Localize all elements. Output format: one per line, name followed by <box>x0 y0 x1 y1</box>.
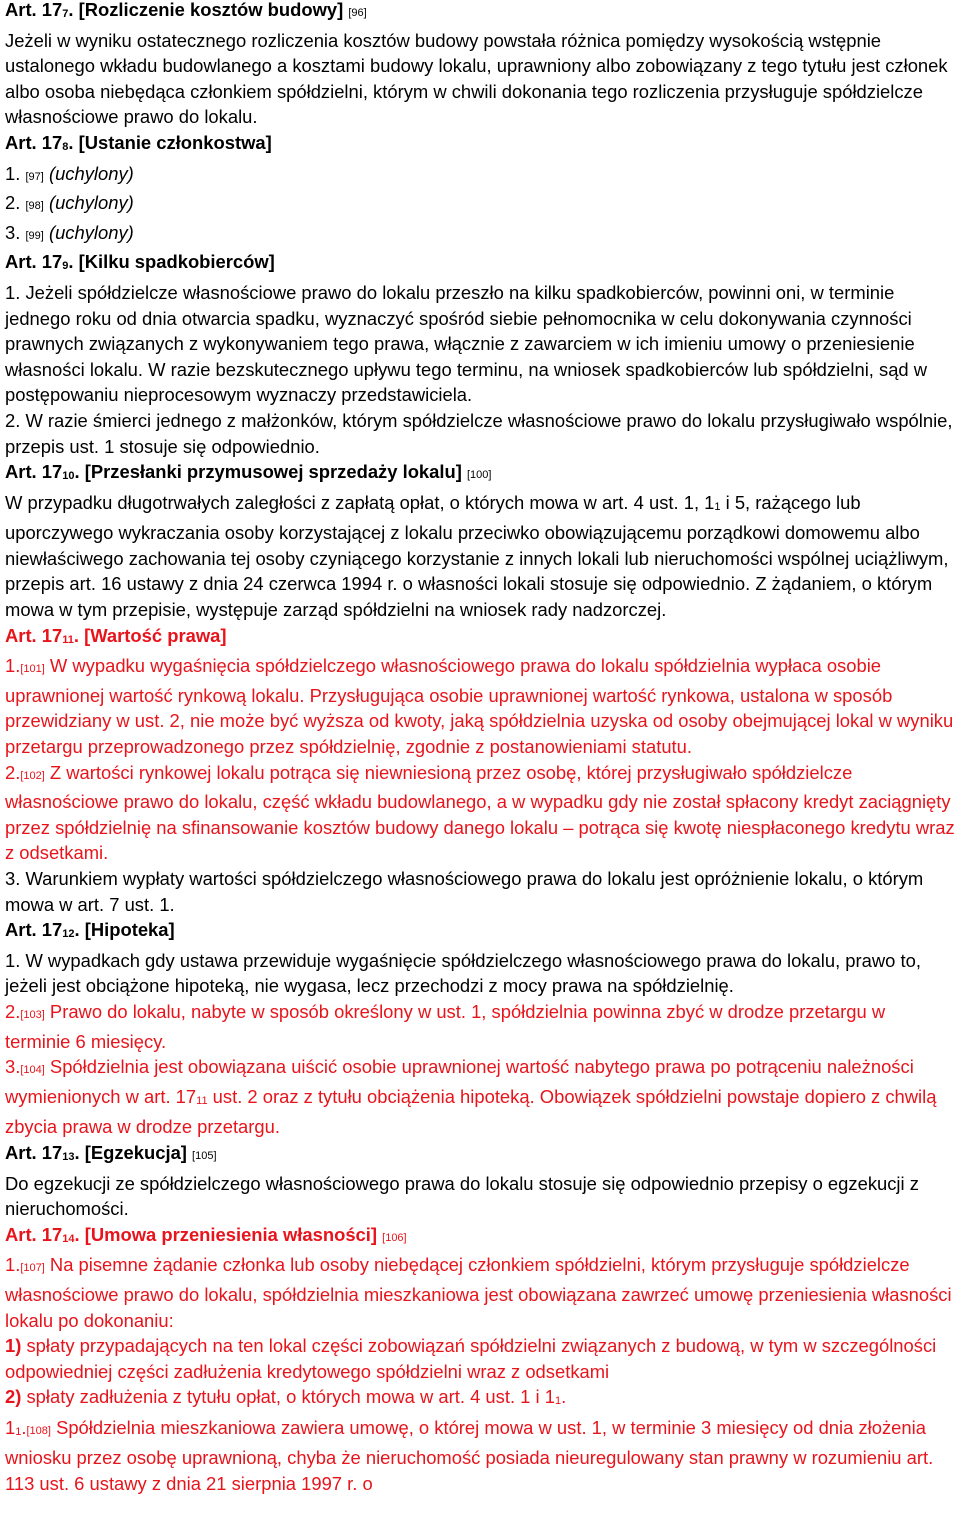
article-number: Art. 17 <box>5 919 63 941</box>
article-number: Art. 17 <box>5 0 63 20</box>
paragraph: 11.[108] Spółdzielnia mieszkaniowa zawiera umowę, o której mowa w ust. 1, w terminie 3 miesięcy od dnia złożenia wniosku przez osobę uprawnioną, chyba że nieruchomość posiada nieuregulowany stan prawny w rozumieniu art. 113 ust. 6 ustawy z dnia 21 sierpnia 1997 r. o <box>5 1416 934 1495</box>
article-heading <box>5 459 955 490</box>
repealed-label: (uchylony) <box>48 221 134 243</box>
article-title: . [Hipoteka] <box>74 919 175 941</box>
article-title: . [Kilku spadkobierców] <box>68 251 275 273</box>
article-title: . [Rozliczenie kosztów budowy] <box>68 0 344 20</box>
repealed-item: 2. [98] (uchylony) <box>5 192 134 214</box>
paragraph: 1. W wypadkach gdy ustawa przewiduje wygaśnięcie spółdzielczego własnościowego prawa do lokalu, prawo to, jeżeli jest obciążone hipoteką, nie wygasa, lecz przechodzi z mocy prawa na spółdzielnię. <box>5 949 921 997</box>
article-number: Art. 17 <box>5 1141 63 1163</box>
article-heading <box>5 249 955 280</box>
footnote-ref: [107] <box>20 1262 45 1275</box>
article-heading <box>5 130 955 161</box>
list-item: 2) spłaty zadłużenia z tytułu opłat, o których mowa w art. 4 ust. 1 i 11. <box>5 1386 567 1408</box>
footnote-ref: [96] <box>348 7 367 19</box>
footnote-ref: [108] <box>26 1424 51 1437</box>
paragraph: 1. Jeżeli spółdzielcze własnościowe prawo do lokalu przeszło na kilku spadkobierców, powinni oni, w terminie jednego roku od dnia otwarcia spadku, wyznaczyć spośród siebie pełnomocnika w celu dokonywania czynności prawnych związanych z wykonywaniem tego prawa, włącznie z zawarciem w ich imieniu umowy o przeniesienie własności lokalu. W razie bezskutecznego upływu tego terminu, na wniosek spadkobierców lub spółdzielni, sąd w postępowaniu nieprocesowym wyznaczy przedstawiciela. <box>5 281 928 406</box>
footnote-ref: [105] <box>192 1149 217 1162</box>
paragraph: 1.[107] Na pisemne żądanie członka lub osoby niebędącej członkiem spółdzielni, którym przysługuje spółdzielcze własnościowe prawo do lokalu, spółdzielnia mieszkaniowa jest obowiązana zawrzeć umowę przeniesienia własności lokalu po dokonaniu: <box>5 1254 952 1331</box>
article-number: Art. 17 <box>5 461 63 483</box>
paragraph: 3. Warunkiem wypłaty wartości spółdzielczego własnościowego prawa do lokalu jest opróżnienie lokalu, o którym mowa w art. 7 ust. 1. <box>5 868 924 915</box>
paragraph: 1.[101] W wypadku wygaśnięcia spółdzielczego własnościowego prawa do lokalu spółdzielnia wypłaca osobie uprawnionej wartość rynkową lokalu. Przysługująca osobie uprawnionej wartość rynkowa, ustalona w sposób przewidziany w ust. 2, nie może być wyższa od kwoty, jaką spółdzielnia uzyska od osoby obejmującej lokal w wyniku przetargu przeprowadzonego przez spółdzielnię, zgodnie z postanowieniami statutu. <box>5 655 954 758</box>
repealed-item: 3. [99] (uchylony) <box>5 221 134 243</box>
article-superscript: 13 <box>62 1150 75 1163</box>
paragraph: 2.[102] Z wartości rynkowej lokalu potrąca się niewniesioną przez osobę, której przysługiwało spółdzielcze własnościowe prawo do lokalu, część wkładu budowlanego, a w wypadku gdy nie został spłacony kredyt zaciągnięty przez spółdzielnię na sfinansowanie kosztów budowy danego lokalu – potrąca się kwotę niespłaconego kredytu wraz z odsetkami. <box>5 761 955 864</box>
article-title: . [Umowa przeniesienia własności] <box>74 1223 378 1245</box>
article-number: Art. 17 <box>5 1223 63 1245</box>
article-number: Art. 17 <box>5 131 63 153</box>
article-text: Jeżeli w wyniku ostatecznego rozliczenia kosztów budowy powstała różnica pomiędzy wysokością wstępnie ustalonego wkładu budowlanego a kosztami budowy lokalu, uprawniony albo zobowiązany z tego tytułu jest członek albo osoba niebędąca członkiem spółdzielni, którym w chwili dokonania tego rozliczenia przysługuje spółdzielcze własnościowe prawo do lokalu. <box>5 29 948 128</box>
footnote-ref: [97] <box>25 170 44 183</box>
footnote-ref: [104] <box>20 1064 45 1077</box>
footnote-ref: [99] <box>25 229 44 242</box>
article-heading <box>5 1140 955 1171</box>
article-text: Do egzekucji ze spółdzielczego własnościowego prawa do lokalu stosuje się odpowiednio przepisy o egzekucji z nieruchomości. <box>5 1172 919 1220</box>
article-heading <box>5 1222 955 1253</box>
list-item: 1) spłaty przypadających na ten lokal części zobowiązań spółdzielni związanych z budową, w tym w szczególności odpowiedniej części zadłużenia kredytowego spółdzielni wraz z odsetkami <box>5 1335 937 1382</box>
repealed-label: (uchylony) <box>48 162 134 184</box>
paragraph: 3.[104] Spółdzielnia jest obowiązana uiścić osobie uprawnionej wartość nabytego prawa po potrąceniu należności wymienionych w art. 1711 ust. 2 oraz z tytułu obciążenia hipoteką. Obowiązek spółdzielni powstaje dopiero z chwilą zbycia prawa w drodze przetargu. <box>5 1056 937 1138</box>
footnote-ref: [106] <box>382 1231 407 1244</box>
article-superscript: 8 <box>62 140 69 153</box>
paragraph: 2.[103] Prawo do lokalu, nabyte w sposób określony w ust. 1, spółdzielnia powinna zbyć w drodze przetargu w terminie 6 miesięcy. <box>5 1000 886 1052</box>
repealed-item: 1. [97] (uchylony) <box>5 162 134 184</box>
footnote-ref: [103] <box>20 1008 45 1021</box>
article-text: W przypadku długotrwałych zaległości z zapłatą opłat, o których mowa w art. 4 ust. 1, 11 i 5, rażącego lub uporczywego wykraczania osoby korzystającej z lokalu przeciwko obowiązującemu porządkowi domowemu albo niewłaściwego zachowania tej osoby czyniącego korzystanie z innych lokali lub nieruchomości wspólnej uciążliwym, przepis art. 16 ustawy z dnia 24 czerwca 1994 r. o własności lokali stosuje się odpowiednio. Z żądaniem, o którym mowa w tym przepisie, występuje zarząd spółdzielni na wniosek rady nadzorczej. <box>5 491 949 621</box>
paragraph: 2. W razie śmierci jednego z małżonków, którym spółdzielcze własnościowe prawo do lokalu przysługiwało wspólnie, przepis ust. 1 stosuje się odpowiednio. <box>5 409 953 457</box>
footnote-ref: [98] <box>25 200 44 213</box>
article-superscript: 14 <box>62 1232 75 1245</box>
article-superscript: 12 <box>62 928 75 941</box>
article-heading <box>5 623 955 654</box>
article-title: . [Ustanie członkostwa] <box>68 131 272 153</box>
article-number: Art. 17 <box>5 624 63 646</box>
article-heading <box>5 0 955 28</box>
footnote-ref: [102] <box>20 769 45 782</box>
article-heading <box>5 917 955 948</box>
article-number: Art. 17 <box>5 251 63 273</box>
footnote-ref: [101] <box>20 663 45 676</box>
repealed-label: (uchylony) <box>48 192 134 214</box>
article-superscript: 10 <box>62 470 75 483</box>
article-superscript: 7 <box>62 8 69 20</box>
article-title: . [Wartość prawa] <box>73 624 227 646</box>
article-superscript: 11 <box>62 633 74 646</box>
article-title: . [Przesłanki przymusowej sprzedaży lokalu] <box>74 461 462 483</box>
footnote-ref: [100] <box>466 469 492 482</box>
article-title: . [Egzekucja] <box>74 1141 187 1163</box>
article-superscript: 9 <box>62 260 69 273</box>
